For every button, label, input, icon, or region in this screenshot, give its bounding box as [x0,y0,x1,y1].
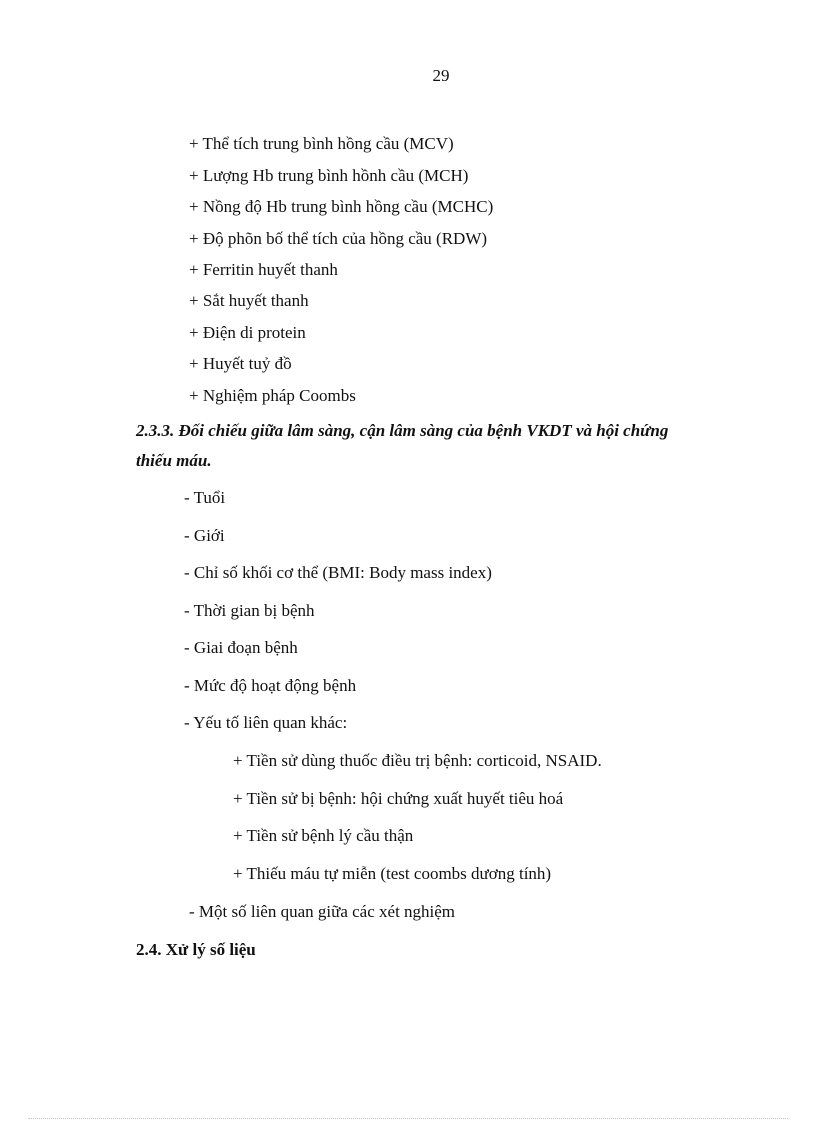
factor-item: - Mức độ hoạt động bệnh [184,676,357,695]
section-2-3-3-heading-continued: thiếu máu. [136,451,212,470]
lab-test-item: + Sắt huyết thanh [189,291,309,310]
lab-test-item: + Nồng độ Hb trung bình hồng cầu (MCHC) [189,197,494,216]
other-factor-item: + Tiền sử dùng thuốc điều trị bệnh: corticoid, NSAID. [233,751,602,770]
other-factor-item: + Tiền sử bệnh lý cầu thận [233,826,414,845]
factor-item: - Thời gian bị bệnh [184,601,315,620]
relation-item: - Một số liên quan giữa các xét nghiệm [189,902,456,921]
factor-item: - Giai đoạn bệnh [184,638,298,657]
other-factor-item: + Tiền sử bị bệnh: hội chứng xuất huyết tiêu hoá [233,789,564,808]
lab-test-item: + Độ phõn bố thể tích của hồng cầu (RDW) [189,229,488,248]
factor-item: - Yếu tố liên quan khác: [184,713,348,732]
lab-test-item: + Huyết tuỷ đồ [189,354,292,373]
factor-item: - Chỉ số khối cơ thể (BMI: Body mass index) [184,563,492,582]
factor-item: - Giới [184,526,225,545]
lab-test-item: + Lượng Hb trung bình hồnh cầu (MCH) [189,166,469,185]
lab-test-item: + Thể tích trung bình hồng cầu (MCV) [189,134,454,153]
page-number: 29 [432,66,450,85]
factor-item: - Tuổi [184,488,226,507]
lab-test-item: + Nghiệm pháp Coombs [189,386,356,405]
lab-test-item: + Điện di protein [189,323,306,342]
section-2-3-3-heading: 2.3.3. Đối chiếu giữa lâm sàng, cận lâm sàng của bệnh VKDT và hội chứng [136,421,669,440]
section-2-4-heading: 2.4. Xử lý số liệu [136,940,256,959]
page-bottom-divider [28,1118,788,1119]
lab-test-item: + Ferritin huyết thanh [189,260,338,279]
other-factor-item: + Thiếu máu tự miễn (test coombs dương tính) [233,864,552,883]
